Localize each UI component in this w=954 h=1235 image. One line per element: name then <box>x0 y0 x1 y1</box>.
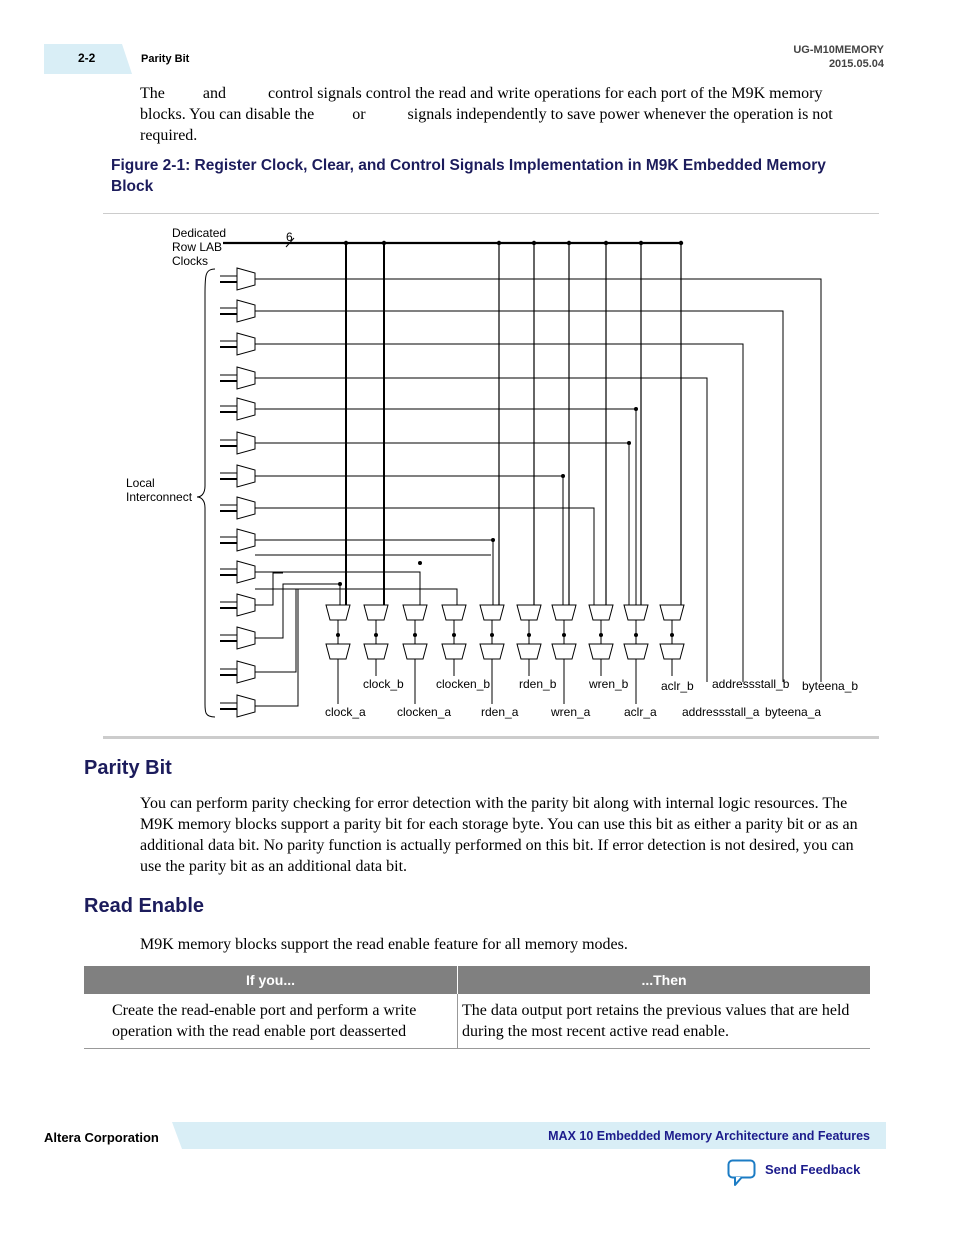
send-feedback-link[interactable]: Send Feedback <box>765 1162 861 1177</box>
table-header-if-you: If you... <box>84 966 458 994</box>
doc-id-block <box>793 43 884 71</box>
table-header-row <box>84 966 870 994</box>
signal-wren-a: wren_a <box>551 705 591 719</box>
intro-text-2: and <box>202 85 226 102</box>
section-heading-read-enable: Read Enable <box>84 895 205 917</box>
signal-wren-b: wren_b <box>589 677 629 691</box>
signal-aclr-a: aclr_a <box>624 705 657 719</box>
table-cell-result: The data output port retains the previous values that are held during the most recent active read enable. <box>458 994 871 1049</box>
signal-byteena-a: byteena_a <box>765 705 822 719</box>
doc-date: 2015.05.04 <box>828 58 884 70</box>
section-heading-parity-bit: Parity Bit <box>84 757 172 779</box>
header-section-title: Parity Bit <box>141 53 190 65</box>
signal-addressstall-b: addressstall_b <box>712 677 790 691</box>
doc-id: UG-M10MEMORY <box>793 44 884 56</box>
table-cell-condition: Create the read-enable port and perform a write operation with the read enable port deasserted <box>84 994 458 1049</box>
signal-clocken-a: clocken_a <box>397 705 452 719</box>
read-enable-paragraph: M9K memory blocks support the read enable feature for all memory modes. <box>140 936 628 953</box>
intro-paragraph <box>140 83 868 146</box>
figure-caption: Figure 2-1: Register Clock, Clear, and Control Signals Implementation in M9K Embedded Memory Block <box>111 157 826 195</box>
parity-bit-paragraph: You can perform parity checking for error detection with the parity bit along with internal logic resources. The M9K memory blocks support a parity bit for each storage byte. You can use this bit as either a parity bit or as an additional data bit. No parity function is actually performed on this bit. If error detection is not desired, you can use the parity bit as an additional data bit. <box>140 795 858 875</box>
intro-text-4: or <box>352 106 366 123</box>
signal-clock-b: clock_b <box>363 677 404 691</box>
signal-byteena-b: byteena_b <box>802 679 859 693</box>
clock-control-diagram <box>103 214 879 736</box>
read-enable-table <box>84 966 870 1049</box>
feedback-chat-icon[interactable] <box>727 1159 757 1187</box>
signal-rden-b: rden_b <box>519 677 557 691</box>
intro-text-5: signals independently to save power whenever the operation is not required. <box>140 106 833 144</box>
table-header-then: ...Then <box>458 966 871 994</box>
footer-doc-title: MAX 10 Embedded Memory Architecture and Features <box>548 1129 870 1143</box>
figure-bottom-rule <box>103 736 879 739</box>
clocks-label-2: Row LAB <box>172 240 223 254</box>
signal-rden-a: rden_a <box>481 705 519 719</box>
clocks-label-1: Dedicated <box>172 226 227 240</box>
bus-width-label: 6 <box>286 230 293 244</box>
table-row <box>84 994 870 1049</box>
local-label-2: Interconnect <box>126 490 193 504</box>
intro-text-3: control signals control the read and write operations for each port of the M9K memory blocks. You can disable the <box>140 85 823 123</box>
signal-clock-a: clock_a <box>325 705 366 719</box>
local-label-1: Local <box>126 476 155 490</box>
signal-clocken-b: clocken_b <box>436 677 491 691</box>
clocks-label-3: Clocks <box>172 254 209 268</box>
page-number: 2-2 <box>78 51 96 65</box>
intro-text-1: The <box>140 85 165 102</box>
signal-addressstall-a: addressstall_a <box>682 705 760 719</box>
signal-aclr-b: aclr_b <box>661 679 694 693</box>
footer-company: Altera Corporation <box>44 1130 159 1145</box>
